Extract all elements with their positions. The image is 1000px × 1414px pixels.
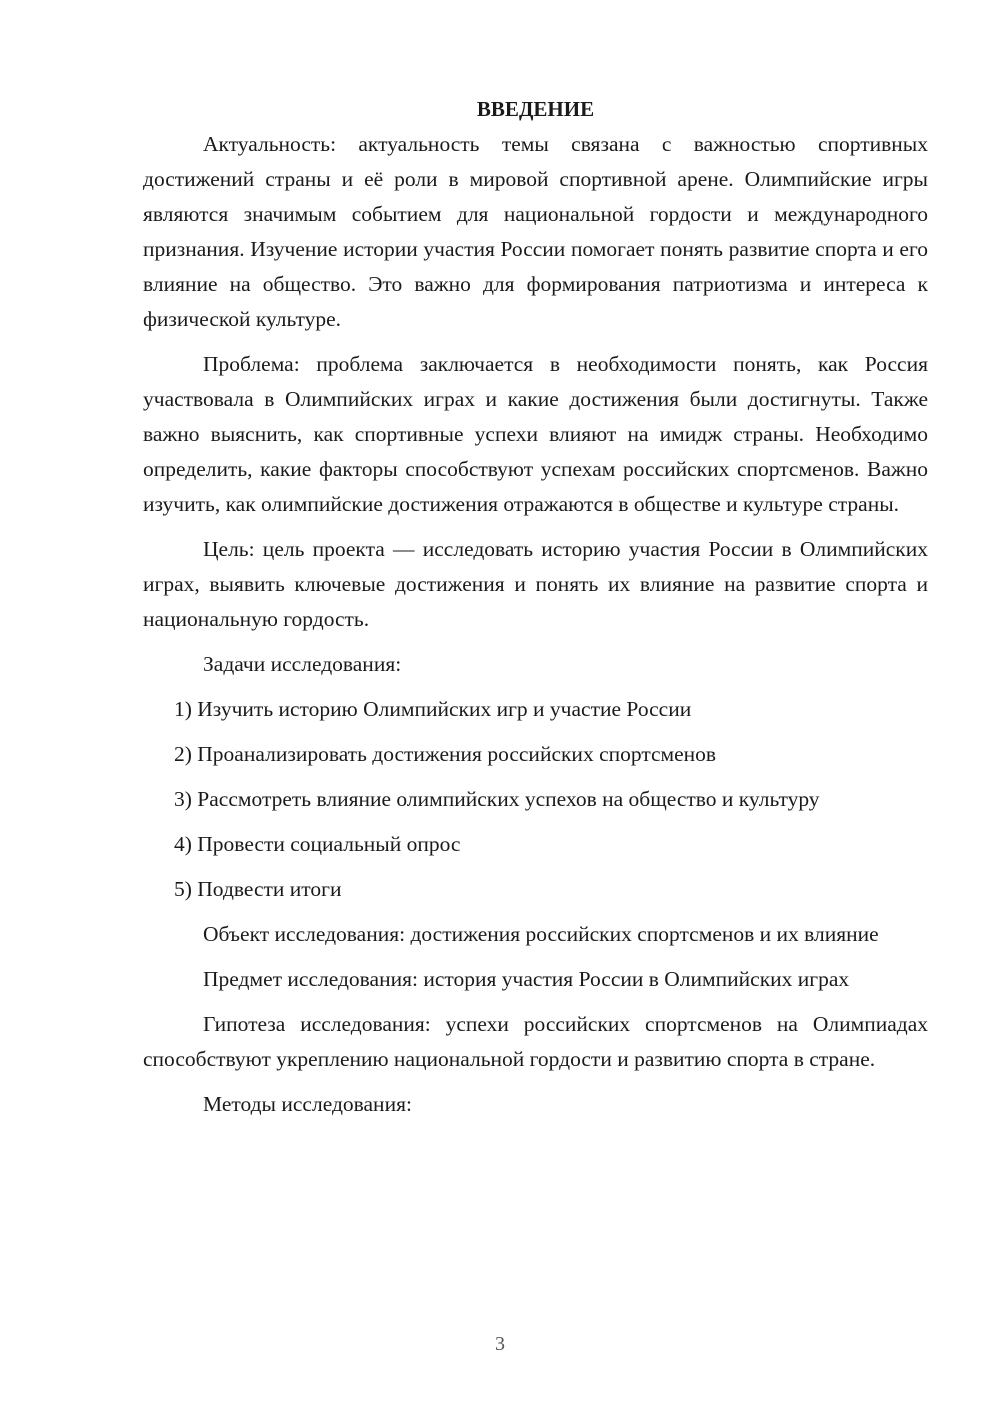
document-page (143, 92, 928, 1132)
page-title: ВВЕДЕНИЕ (476, 97, 595, 121)
task-item: 4) Провести социальный опрос (174, 832, 461, 856)
goal-paragraph: Цель: цель проекта — исследовать историю участия России в Олимпийских играх, выявить ключевые достижения и понять их влияние на развитие спорта и национальную гордость. (143, 537, 928, 631)
relevance-paragraph: Актуальность: актуальность темы связана с важностью спортивных достижений страны и её роли в мировой спортивной арене. Олимпийские игры являются значимым событием для национальной гордости и международного признания. Изучение истории участия России помогает понять развитие спорта и его влияние на общество. Это важно для формирования патриотизма и интереса к физической культуре. (143, 132, 928, 331)
problem-paragraph: Проблема: проблема заключается в необходимости понять, как Россия участвовала в Олимпийских играх и какие достижения были достигнуты. Также важно выяснить, как спортивные успехи влияют на имидж страны. Необходимо определить, какие факторы способствуют успехам российских спортсменов. Важно изучить, как олимпийские достижения отражаются в обществе и культуре страны. (143, 352, 928, 516)
hypothesis-paragraph: Гипотеза исследования: успехи российских спортсменов на Олимпиадах способствуют укреплению национальной гордости и развитию спорта в стране. (143, 1012, 928, 1071)
object-paragraph: Объект исследования: достижения российских спортсменов и их влияние (203, 922, 879, 946)
methods-heading: Методы исследования: (203, 1092, 412, 1116)
task-item: 3) Рассмотреть влияние олимпийских успехов на общество и культуру (174, 787, 820, 811)
task-item: 2) Проанализировать достижения российских спортсменов (174, 742, 717, 766)
page-number: 3 (495, 1333, 505, 1355)
tasks-heading: Задачи исследования: (203, 652, 402, 676)
task-item: 1) Изучить историю Олимпийских игр и участие России (174, 697, 692, 721)
task-item: 5) Подвести итоги (174, 877, 342, 901)
subject-paragraph: Предмет исследования: история участия России в Олимпийских играх (203, 967, 850, 991)
